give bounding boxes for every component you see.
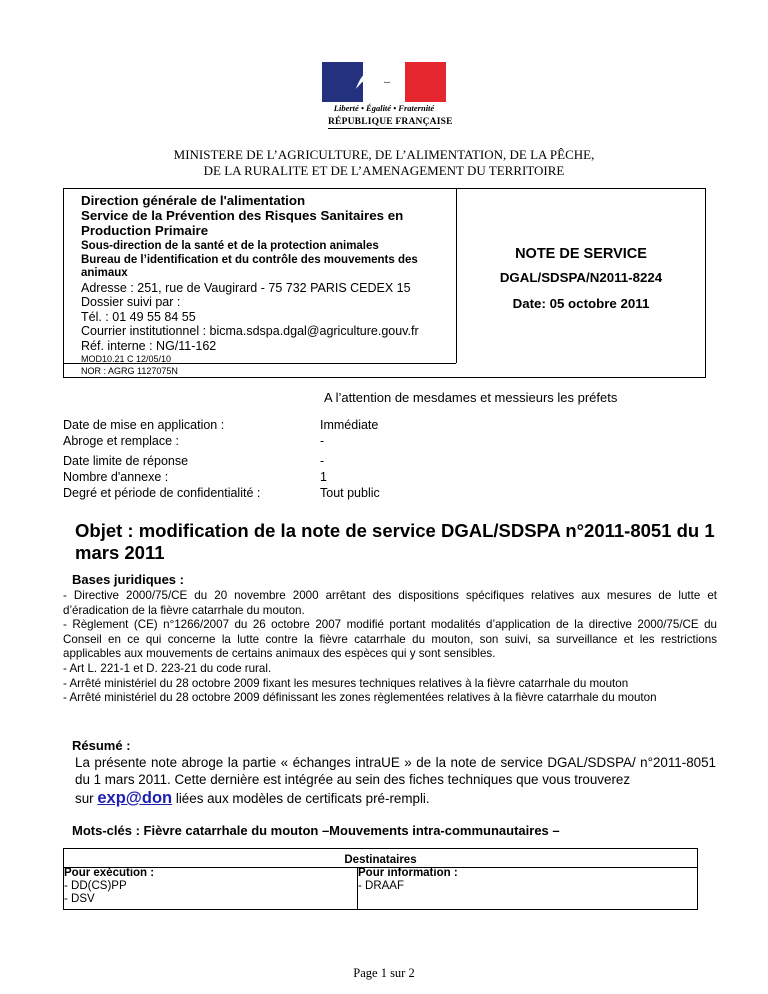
information-item: - DRAAF	[358, 880, 404, 892]
direction-name: Direction générale de l'alimentation	[81, 193, 306, 208]
resume-link-line	[75, 790, 716, 807]
execution-item: - DSV	[64, 893, 95, 905]
logo-republic: RÉPUBLIQUE FRANÇAISE	[328, 117, 453, 127]
logo-motto: Liberté • Égalité • Fraternité	[333, 103, 435, 113]
resume-post-link: liées aux modèles de certificats pré-rempli.	[175, 791, 430, 806]
ministry-line-2: DE LA RURALITE ET DE L’AMENAGEMENT DU TERRITOIRE	[203, 163, 565, 178]
recipients-information	[358, 867, 458, 893]
bases-item: - Règlement (CE) n°1266/2007 du 26 octobre 2007 modifié portant modalités d’application de la directive 2000/75/CE du Conseil en ce qui concerne la lutte contre la fièvre catarrhale du mouton, son suivi, sa surveillance et les restrictions applicables aux mouvements de certains animaux des espèces qui y sont sensibles.	[63, 618, 717, 661]
expadon-link[interactable]: exp@don	[97, 789, 173, 807]
note-block	[456, 243, 706, 317]
recipients-heading: Destinataires	[344, 854, 417, 866]
mod-reference: MOD10.21 C 12/05/10	[81, 354, 172, 364]
resume-text: La présente note abroge la partie « échanges intraUE » de la note de service DGAL/SDSPA/ n°2011-8051 du 1 mars 2011. Cette dernière est intégrée au sein des fiches techniques que vous trouverez	[75, 755, 716, 787]
bases-item: - Arrêté ministériel du 28 octobre 2009 définissant les zones règlementées relatives à la fièvre catarrhale du mouton	[63, 691, 657, 705]
meta-value: -	[320, 454, 325, 468]
recipients-table	[63, 848, 698, 910]
note-reference: DGAL/SDSPA/N2011-8224	[499, 270, 663, 285]
note-date: Date: 05 octobre 2011	[512, 296, 650, 311]
ministry-header	[0, 147, 768, 179]
address: Adresse : 251, rue de Vaugirard - 75 732 PARIS CEDEX 15	[81, 280, 411, 295]
meta-label: Date limite de réponse	[63, 454, 189, 468]
meta-label: Nombre d'annexe :	[63, 470, 169, 484]
page-number: Page 1 sur 2	[353, 966, 415, 980]
meta-label: Degré et période de confidentialité :	[63, 486, 261, 500]
execution-label: Pour exécution :	[64, 867, 155, 879]
ministry-line-1: MINISTERE DE L’AGRICULTURE, DE L’ALIMENTATION, DE LA PÊCHE,	[173, 147, 595, 162]
meta-value: Tout public	[320, 486, 380, 500]
attention-line: A l’attention de mesdames et messieurs les préfets	[324, 390, 618, 405]
bases-list	[63, 589, 717, 706]
keywords: Mots-clés : Fièvre catarrhale du mouton –Mouvements intra-communautaires –	[72, 823, 560, 838]
objet-title: Objet : modification de la note de service DGAL/SDSPA n°2011-8051 du 1 mars 2011	[75, 520, 715, 563]
phone: Tél. : 01 49 55 84 55	[81, 309, 196, 324]
subdirection-name: Sous-direction de la santé et de la protection animales	[81, 240, 379, 252]
bases-item: - Directive 2000/75/CE du 20 novembre 2000 arrêtant des dispositions spécifiques relatives aux mesures de lutte et d’éradication de la fièvre catarrhale du mouton.	[63, 589, 717, 617]
bases-item: - Art L. 221-1 et D. 223-21 du code rural.	[63, 661, 272, 675]
bases-item: - Arrêté ministériel du 28 octobre 2009 fixant les mesures techniques relatives à la fièvre catarrhale du mouton	[63, 676, 629, 690]
followed-by: Dossier suivi par :	[81, 295, 181, 309]
bureau-name: Bureau de l’identification et du contrôle des mouvements des animaux	[81, 253, 418, 279]
resume-heading: Résumé :	[72, 738, 131, 753]
resume-pre-link: sur	[75, 791, 94, 806]
marianne-flag-icon	[322, 62, 446, 102]
meta-label: Date de mise en application :	[63, 418, 225, 432]
bases-heading: Bases juridiques :	[72, 572, 184, 587]
institutional-email[interactable]: Courrier institutionnel : bicma.sdspa.dgal@agriculture.gouv.fr	[81, 324, 419, 338]
meta-label: Abroge et remplace :	[63, 434, 180, 448]
nor-reference: NOR : AGRG 1127075N	[81, 366, 178, 376]
issuer-block	[81, 193, 451, 365]
internal-reference: Réf. interne : NG/11-162	[81, 338, 217, 353]
note-type: NOTE DE SERVICE	[515, 246, 647, 262]
recipients-execution	[64, 867, 154, 906]
meta-value: Immédiate	[320, 418, 379, 432]
meta-value: 1	[320, 470, 327, 484]
service-name: Service de la Prévention des Risques Sanitaires en Production Primaire	[81, 208, 404, 238]
header-box	[63, 188, 706, 378]
execution-item: - DD(CS)PP	[64, 880, 127, 892]
information-label: Pour information :	[358, 867, 458, 879]
meta-value: -	[320, 434, 325, 448]
republique-francaise-logo	[320, 62, 453, 146]
resume-body	[75, 754, 716, 807]
